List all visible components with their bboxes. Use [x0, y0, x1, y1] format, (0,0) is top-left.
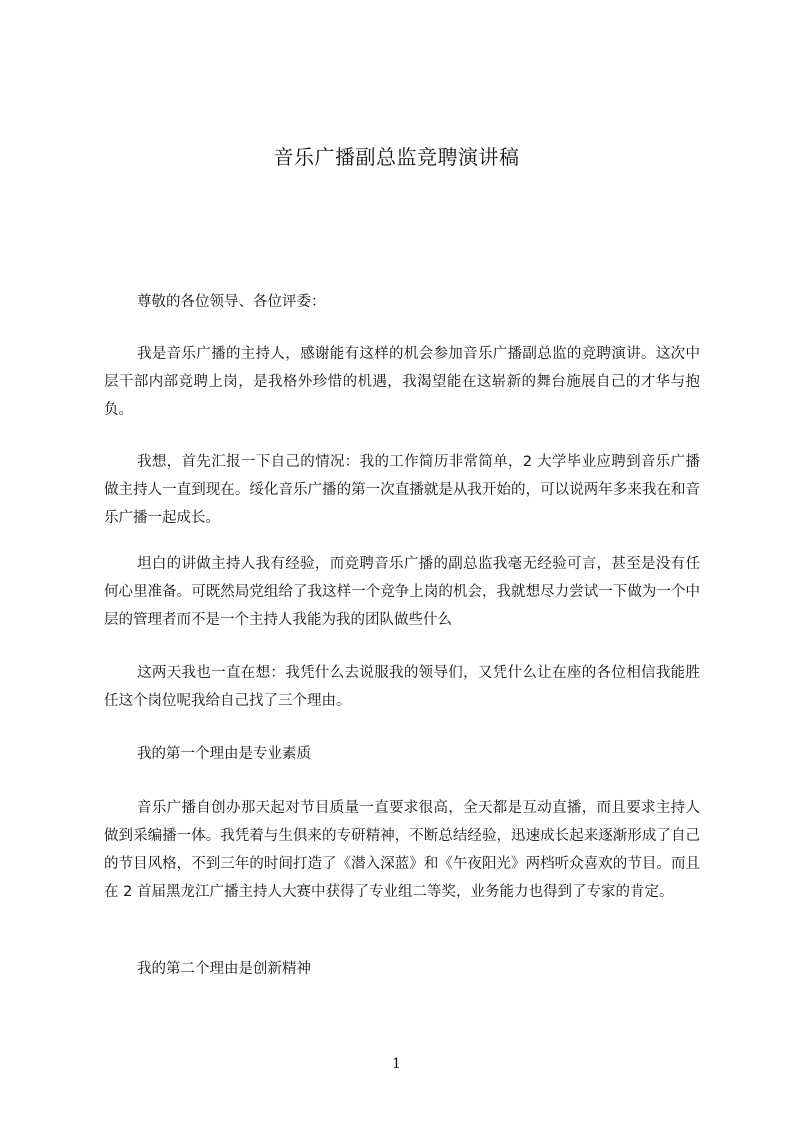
- paragraph-reason-one: 音乐广播自创办那天起对节目质量一直要求很高，全天都是互动直播，而且要求主持人做到采编播一体。我凭着与生俱来的专研精神，不断总结经验，迅速成长起来逐渐形成了自己的节目风格，不到三年的时间打造了《潜入深蓝》和《午夜阳光》两档听众喜欢的节目。而且在 2 首届黑龙江广播主持人大赛中获得了专业组二等奖，业务能力也得到了专家的肯定。: [104, 800, 700, 900]
- salutation: 尊敬的各位领导、各位评委：: [137, 294, 326, 310]
- heading-reason-two: 我的第二个理由是创新精神: [137, 961, 311, 977]
- paragraph-intro: 我是音乐广播的主持人，感谢能有这样的机会参加音乐广播副总监的竞聘演讲。这次中层干部内部竞聘上岗，是我格外珍惜的机遇，我渴望能在这崭新的舞台施展自己的才华与抱负。: [104, 346, 700, 418]
- paragraph-reasons-intro: 这两天我也一直在想：我凭什么去说服我的领导们，又凭什么让在座的各位相信我能胜任这个岗位呢我给自己找了三个理由。: [104, 665, 700, 709]
- paragraph-experience: 坦白的讲做主持人我有经验，而竞聘音乐广播的副总监我毫无经验可言，甚至是没有任何心里准备。可既然局党组给了我这样一个竞争上岗的机会，我就想尽力尝试一下做为一个中层的管理者而不是一个主持人我能为我的团队做些什么: [104, 556, 700, 628]
- page-number: 1: [392, 1056, 401, 1072]
- paragraph-background: 我想，首先汇报一下自己的情况：我的工作简历非常简单，2 大学毕业应聘到音乐广播做主持人一直到现在。绥化音乐广播的第一次直播就是从我开始的，可以说两年多来我在和音乐广播一起成长。: [104, 454, 700, 526]
- heading-reason-one: 我的第一个理由是专业素质: [137, 746, 311, 762]
- document-title: 音乐广播副总监竞聘演讲稿: [273, 145, 520, 169]
